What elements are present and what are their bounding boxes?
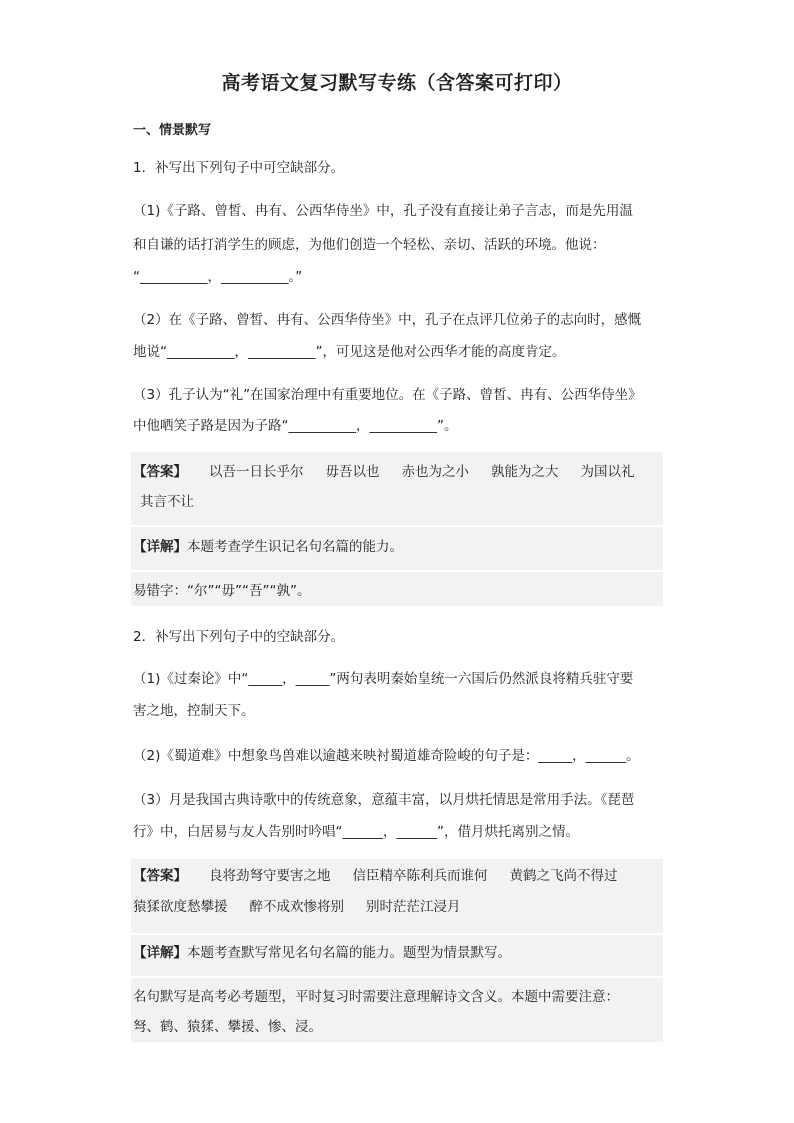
q2-part1-line1: （1)《过秦论》中“_____，_____”两句表明秦始皇统一六国后仍然派良将精兵驻守要 — [133, 671, 634, 687]
answer-item: 信臣精卒陈利兵而谁何 — [352, 868, 488, 884]
q2-part2-line1: （2)《蜀道难》中想象鸟兽难以逾越来映衬蜀道雄奇险峻的句子是：_____，______。 — [133, 748, 640, 764]
answer-item: 其言不让 — [140, 494, 194, 510]
q2-part1-line2: 害之地，控制天下。 — [133, 703, 255, 719]
q1-typo-note: 易错字：“尔”“毋”“吾”“孰”。 — [133, 583, 311, 599]
section-heading: 一、情景默写 — [133, 123, 212, 138]
q1-part1-line2: 和自谦的话打消学生的顾虑，为他们创造一个轻松、亲切、活跃的环境。他说： — [133, 237, 606, 253]
q1-part2-line2: 地说“__________，__________”，可见这是他对公西华才能的高度肯定。 — [133, 344, 566, 360]
q1-detail — [133, 537, 403, 557]
q1-answer-line1 — [133, 462, 657, 482]
q1-part3-line2: 中他哂笑子路是因为子路“__________，__________”。 — [133, 418, 458, 434]
q2-answer-line2 — [133, 897, 483, 917]
answer-label: 【答案】 — [133, 868, 187, 884]
q1-part2-line1: （2）在《子路、曾皙、冉有、公西华侍坐》中，孔子在点评几位弟子的志向时，感慨 — [133, 312, 642, 328]
answer-item: 以吾一日长乎尔 — [209, 464, 304, 480]
answer-item: 孰能为之大 — [491, 464, 559, 480]
q2-detail — [133, 943, 511, 963]
q2-part3-line1: （3）月是我国古典诗歌中的传统意象，意蕴丰富，以月烘托情思是常用手法。《琵琶 — [133, 792, 635, 808]
q1-part1-line3: “__________，__________。” — [133, 269, 303, 285]
divider — [131, 976, 663, 978]
answer-item: 良将劲弩守要害之地 — [209, 868, 331, 884]
q2-part3-line2: 行》中，白居易与友人告别时吟唱“______，______”，借月烘托离别之情。 — [133, 824, 579, 840]
answer-item: 毋吾以也 — [325, 464, 380, 480]
detail-text: 本题考查学生识记名句名篇的能力。 — [187, 539, 403, 555]
q2-note-line2: 弩、鹤、猿猱、攀援、惨、浸。 — [133, 1019, 322, 1035]
answer-item: 别时茫茫江浸月 — [366, 899, 461, 915]
answer-item: 赤也为之小 — [401, 464, 469, 480]
q2-note-line1: 名句默写是高考必考题型，平时复习时需要注意理解诗文含义。本题中需要注意： — [133, 989, 619, 1005]
q1-answer-line2 — [140, 492, 216, 512]
detail-label: 【详解】 — [133, 539, 187, 555]
q2-answer-box — [131, 859, 663, 1042]
q1-part3-line1: （3）孔子认为“礼”在国家治理中有重要地位。在《子路、曾皙、冉有、公西华侍坐》 — [133, 387, 642, 403]
divider — [131, 525, 663, 527]
detail-label: 【详解】 — [133, 945, 187, 961]
page-title: 高考语文复习默写专练（含答案可打印） — [221, 72, 573, 94]
detail-text: 本题考查默写常见名句名篇的能力。题型为情景默写。 — [187, 945, 511, 961]
question-1-stem: 1．补写出下列句子中可空缺部分。 — [133, 160, 345, 176]
answer-item: 猿猱欲度愁攀援 — [133, 899, 228, 915]
divider — [131, 933, 663, 935]
answer-item: 醉不成欢惨将别 — [249, 899, 344, 915]
q2-answer-line1 — [133, 866, 640, 886]
answer-label: 【答案】 — [133, 464, 187, 480]
answer-item: 为国以礼 — [580, 464, 635, 480]
q1-part1-line1: （1)《子路、曾皙、冉有、公西华侍坐》中，孔子没有直接让弟子言志，而是先用温 — [133, 203, 633, 219]
answer-item: 黄鹤之飞尚不得过 — [509, 868, 618, 884]
q1-answer-box — [131, 452, 663, 606]
divider — [131, 570, 663, 572]
question-2-stem: 2．补写出下列句子中的空缺部分。 — [133, 629, 345, 645]
